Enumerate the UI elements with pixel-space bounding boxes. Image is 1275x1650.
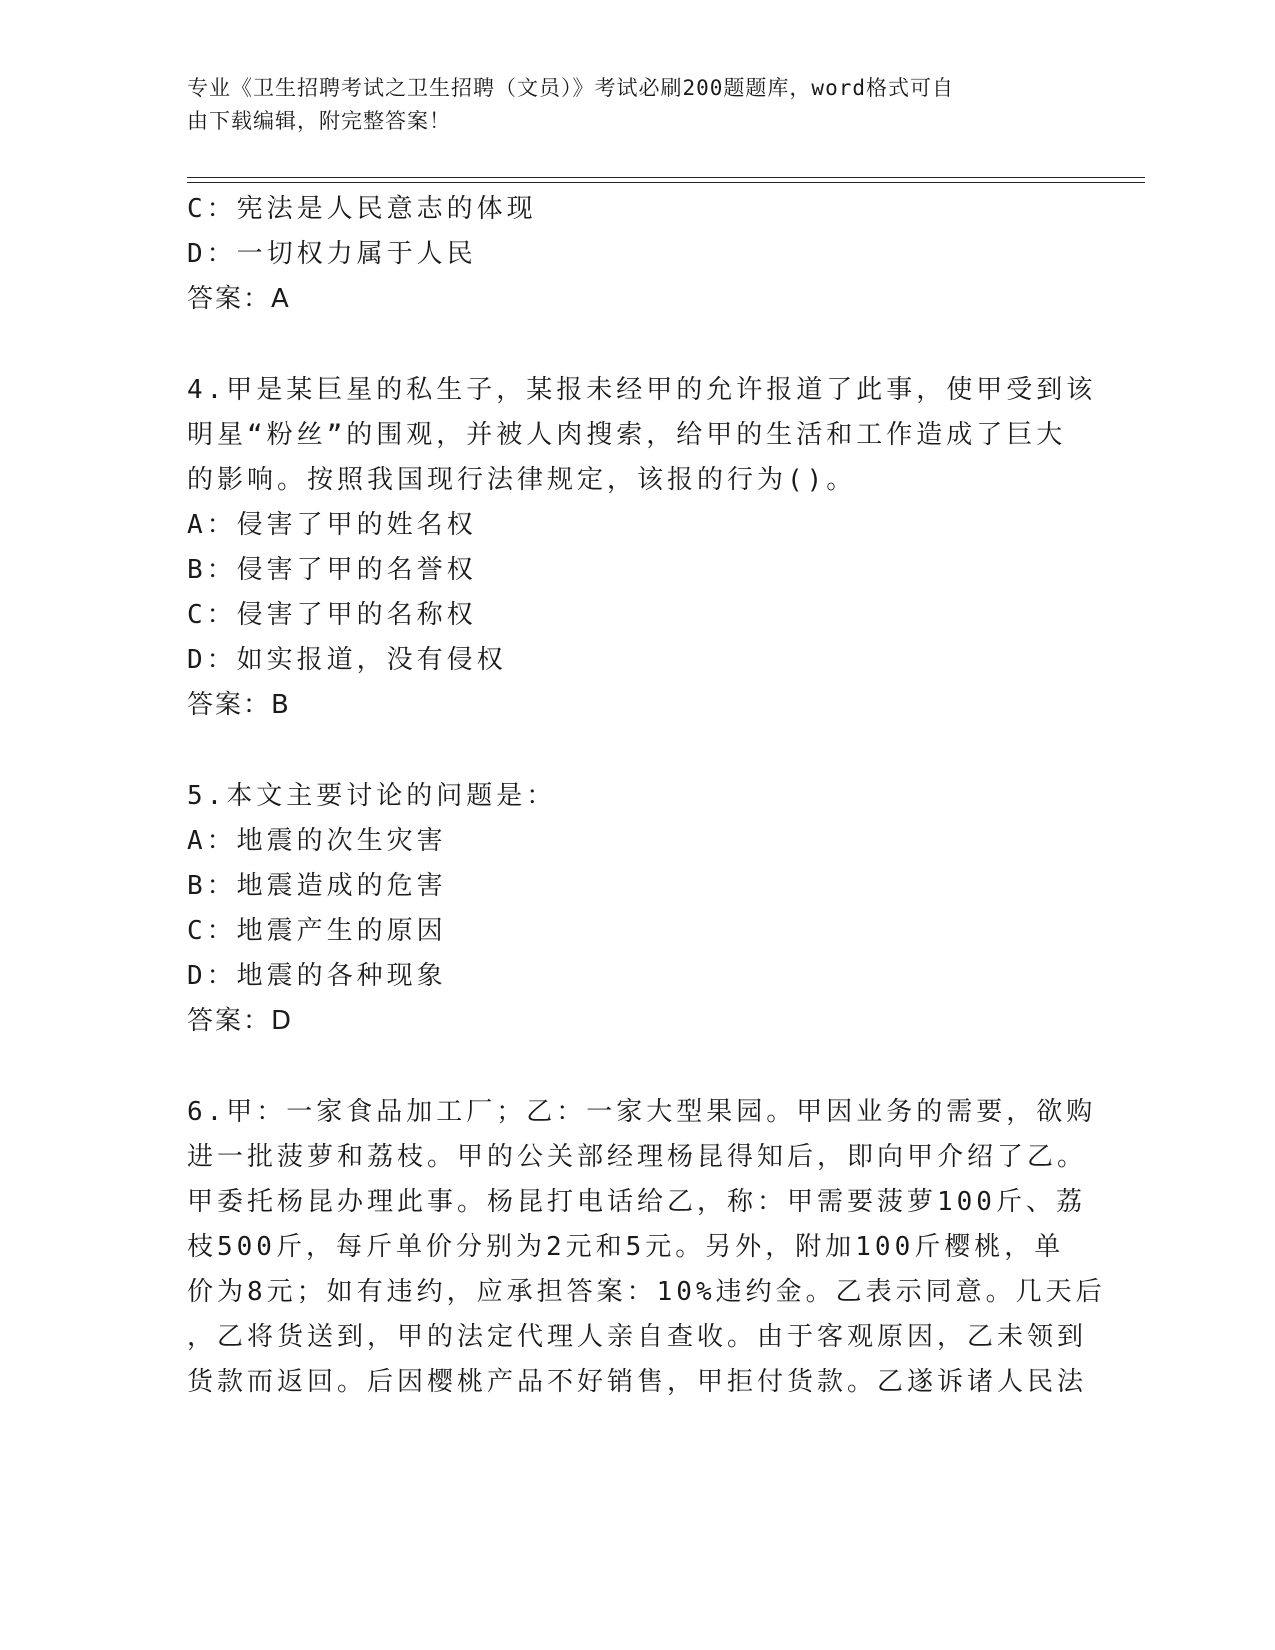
q6-stem-line: 甲委托杨昆办理此事。杨昆打电话给乙，称：甲需要菠萝100斤、荔 (187, 1187, 1086, 1217)
question-content (187, 187, 1106, 1405)
q3-option-c: C：宪法是人民意志的体现 (187, 194, 537, 224)
header-divider-top (187, 177, 1145, 178)
q4-option-b: B：侵害了甲的名誉权 (187, 555, 477, 585)
q5-answer: 答案：D (187, 1006, 294, 1036)
q6-stem-line: 6.甲：一家食品加工厂；乙：一家大型果园。甲因业务的需要，欲购 (187, 1097, 1097, 1127)
spacer (187, 728, 1067, 774)
header-divider-bottom (187, 182, 1145, 183)
spacer (187, 322, 1067, 368)
q4-stem-line: 明星“粉丝”的围观，并被人肉搜索，给甲的生活和工作造成了巨大 (187, 420, 1067, 450)
q6-stem-line: 枝500斤，每斤单价分别为2元和5元。另外，附加100斤樱桃，单 (187, 1232, 1065, 1262)
q5-option-d: D：地震的各种现象 (187, 961, 447, 991)
q4-stem-line: 的影响。按照我国现行法律规定，该报的行为()。 (187, 465, 857, 495)
spacer (187, 1044, 1067, 1090)
q5-stem: 5.本文主要讨论的问题是： (187, 781, 557, 811)
q4-answer: 答案：B (187, 690, 291, 720)
q4-option-a: A：侵害了甲的姓名权 (187, 510, 477, 540)
q6-stem-line: 货款而返回。后因樱桃产品不好销售，甲拒付货款。乙遂诉诸人民法 (187, 1367, 1088, 1397)
q4-stem-line: 4.甲是某巨星的私生子，某报未经甲的允许报道了此事，使甲受到该 (187, 375, 1097, 405)
q3-option-d: D：一切权力属于人民 (187, 239, 477, 269)
q5-option-c: C：地震产生的原因 (187, 916, 447, 946)
header-line-2: 由下载编辑，附完整答案！ (187, 109, 451, 133)
q5-option-a: A：地震的次生灾害 (187, 826, 447, 856)
q3-answer: 答案：A (187, 284, 291, 314)
q6-stem-line: 进一批菠萝和荔枝。甲的公关部经理杨昆得知后，即向甲介绍了乙。 (187, 1142, 1088, 1172)
document-header (187, 72, 1067, 138)
q6-stem-line: ，乙将货送到，甲的法定代理人亲自查收。由于客观原因，乙未领到 (187, 1322, 1088, 1352)
q5-option-b: B：地震造成的危害 (187, 871, 447, 901)
q4-option-d: D：如实报道，没有侵权 (187, 645, 507, 675)
q6-stem-line: 价为8元；如有违约，应承担答案：10%违约金。乙表示同意。几天后 (187, 1277, 1106, 1307)
q4-option-c: C：侵害了甲的名称权 (187, 600, 477, 630)
header-line-1: 专业《卫生招聘考试之卫生招聘（文员）》考试必刷200题题库，word格式可自 (187, 76, 954, 100)
